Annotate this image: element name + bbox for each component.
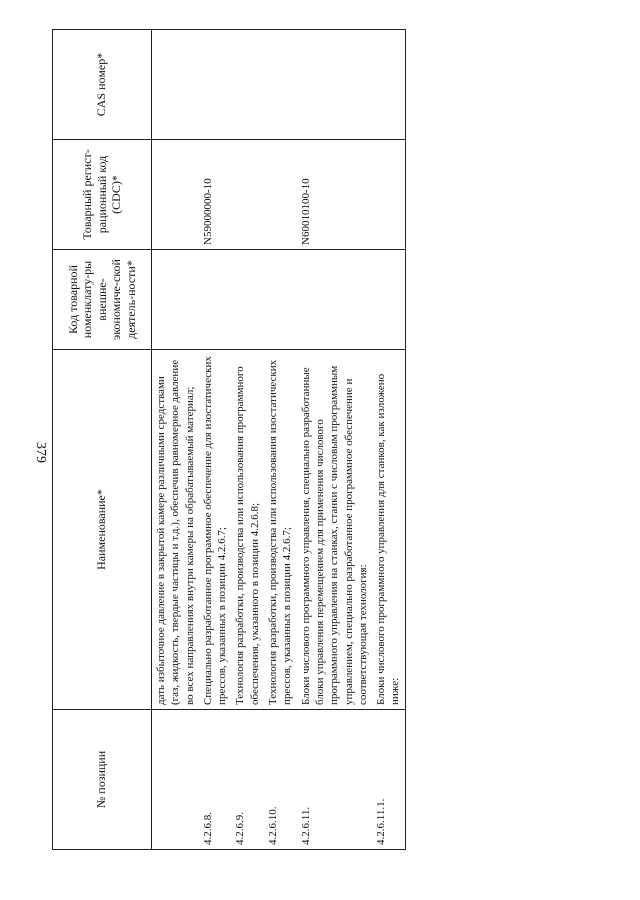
page-number: 379 — [33, 442, 48, 463]
cell-name: Специально разработанное программное обеспечение для изостатических прессов, указанных в позиции 4.2.6.7; — [199, 350, 232, 710]
cell-position: 4.2.6.9. — [231, 710, 264, 850]
table-row — [152, 30, 199, 850]
header-tnved: Код товарной номенклату-ры внешне-экономиче-ской деятель-ности* — [53, 250, 152, 350]
table-header — [53, 30, 152, 850]
header-cdc: Товарный регист-рационный код (CDC)* — [53, 140, 152, 250]
header-row — [53, 30, 152, 850]
cell-cdc — [264, 140, 297, 250]
cell-name: Технология разработки, производства или использования программного обеспечения, указанного в позиции 4.2.6.8; — [231, 350, 264, 710]
rotated-table-wrapper — [52, 30, 406, 850]
cell-name: Блоки числового программного управления для станков, как изложено ниже: — [372, 350, 405, 710]
cell-cas — [152, 30, 199, 140]
cell-cas — [199, 30, 232, 140]
header-cas: CAS номер* — [53, 30, 152, 140]
control-list-table — [52, 29, 406, 850]
cell-tnved — [199, 250, 232, 350]
cell-cdc — [231, 140, 264, 250]
table-row — [199, 30, 232, 850]
table-row — [264, 30, 297, 850]
cell-tnved — [264, 250, 297, 350]
table-container — [52, 30, 402, 850]
cell-tnved — [152, 250, 199, 350]
cell-position: 4.2.6.8. — [199, 710, 232, 850]
cell-name: дать избыточное давление в закрытой камере различными средствами (газ, жидкость, твердые частицы и т.д.), обеспечив равномерное давление во всех направлениях внутри камеры на обрабатываемый материал; — [152, 350, 199, 710]
header-name: Наименование* — [53, 350, 152, 710]
cell-cas — [297, 30, 372, 140]
cell-cdc: N59000000-10 — [199, 140, 232, 250]
cell-name: Технология разработки, производства или использования изостатических прессов, указанных в позиции 4.2.6.7; — [264, 350, 297, 710]
cell-position: 4.2.6.11. — [297, 710, 372, 850]
cell-position: 4.2.6.10. — [264, 710, 297, 850]
cell-cdc: N60010100-10 — [297, 140, 372, 250]
cell-position — [152, 710, 199, 850]
cell-name: Блоки числового программного управления, специально разработанные блоки управления перемещением для применения числового программного управления на станках, станки с числовым программным управлением, специально разработанное программное обеспечение и соответствующая технология: — [297, 350, 372, 710]
cell-cas — [231, 30, 264, 140]
cell-tnved — [297, 250, 372, 350]
cell-tnved — [231, 250, 264, 350]
cell-tnved — [372, 250, 405, 350]
table-row — [297, 30, 372, 850]
cell-cdc — [152, 140, 199, 250]
cell-position: 4.2.6.11.1. — [372, 710, 405, 850]
table-row — [372, 30, 405, 850]
table-row — [231, 30, 264, 850]
cell-cas — [372, 30, 405, 140]
cell-cdc — [372, 140, 405, 250]
header-position: № позиции — [53, 710, 152, 850]
table-body — [152, 30, 406, 850]
cell-cas — [264, 30, 297, 140]
